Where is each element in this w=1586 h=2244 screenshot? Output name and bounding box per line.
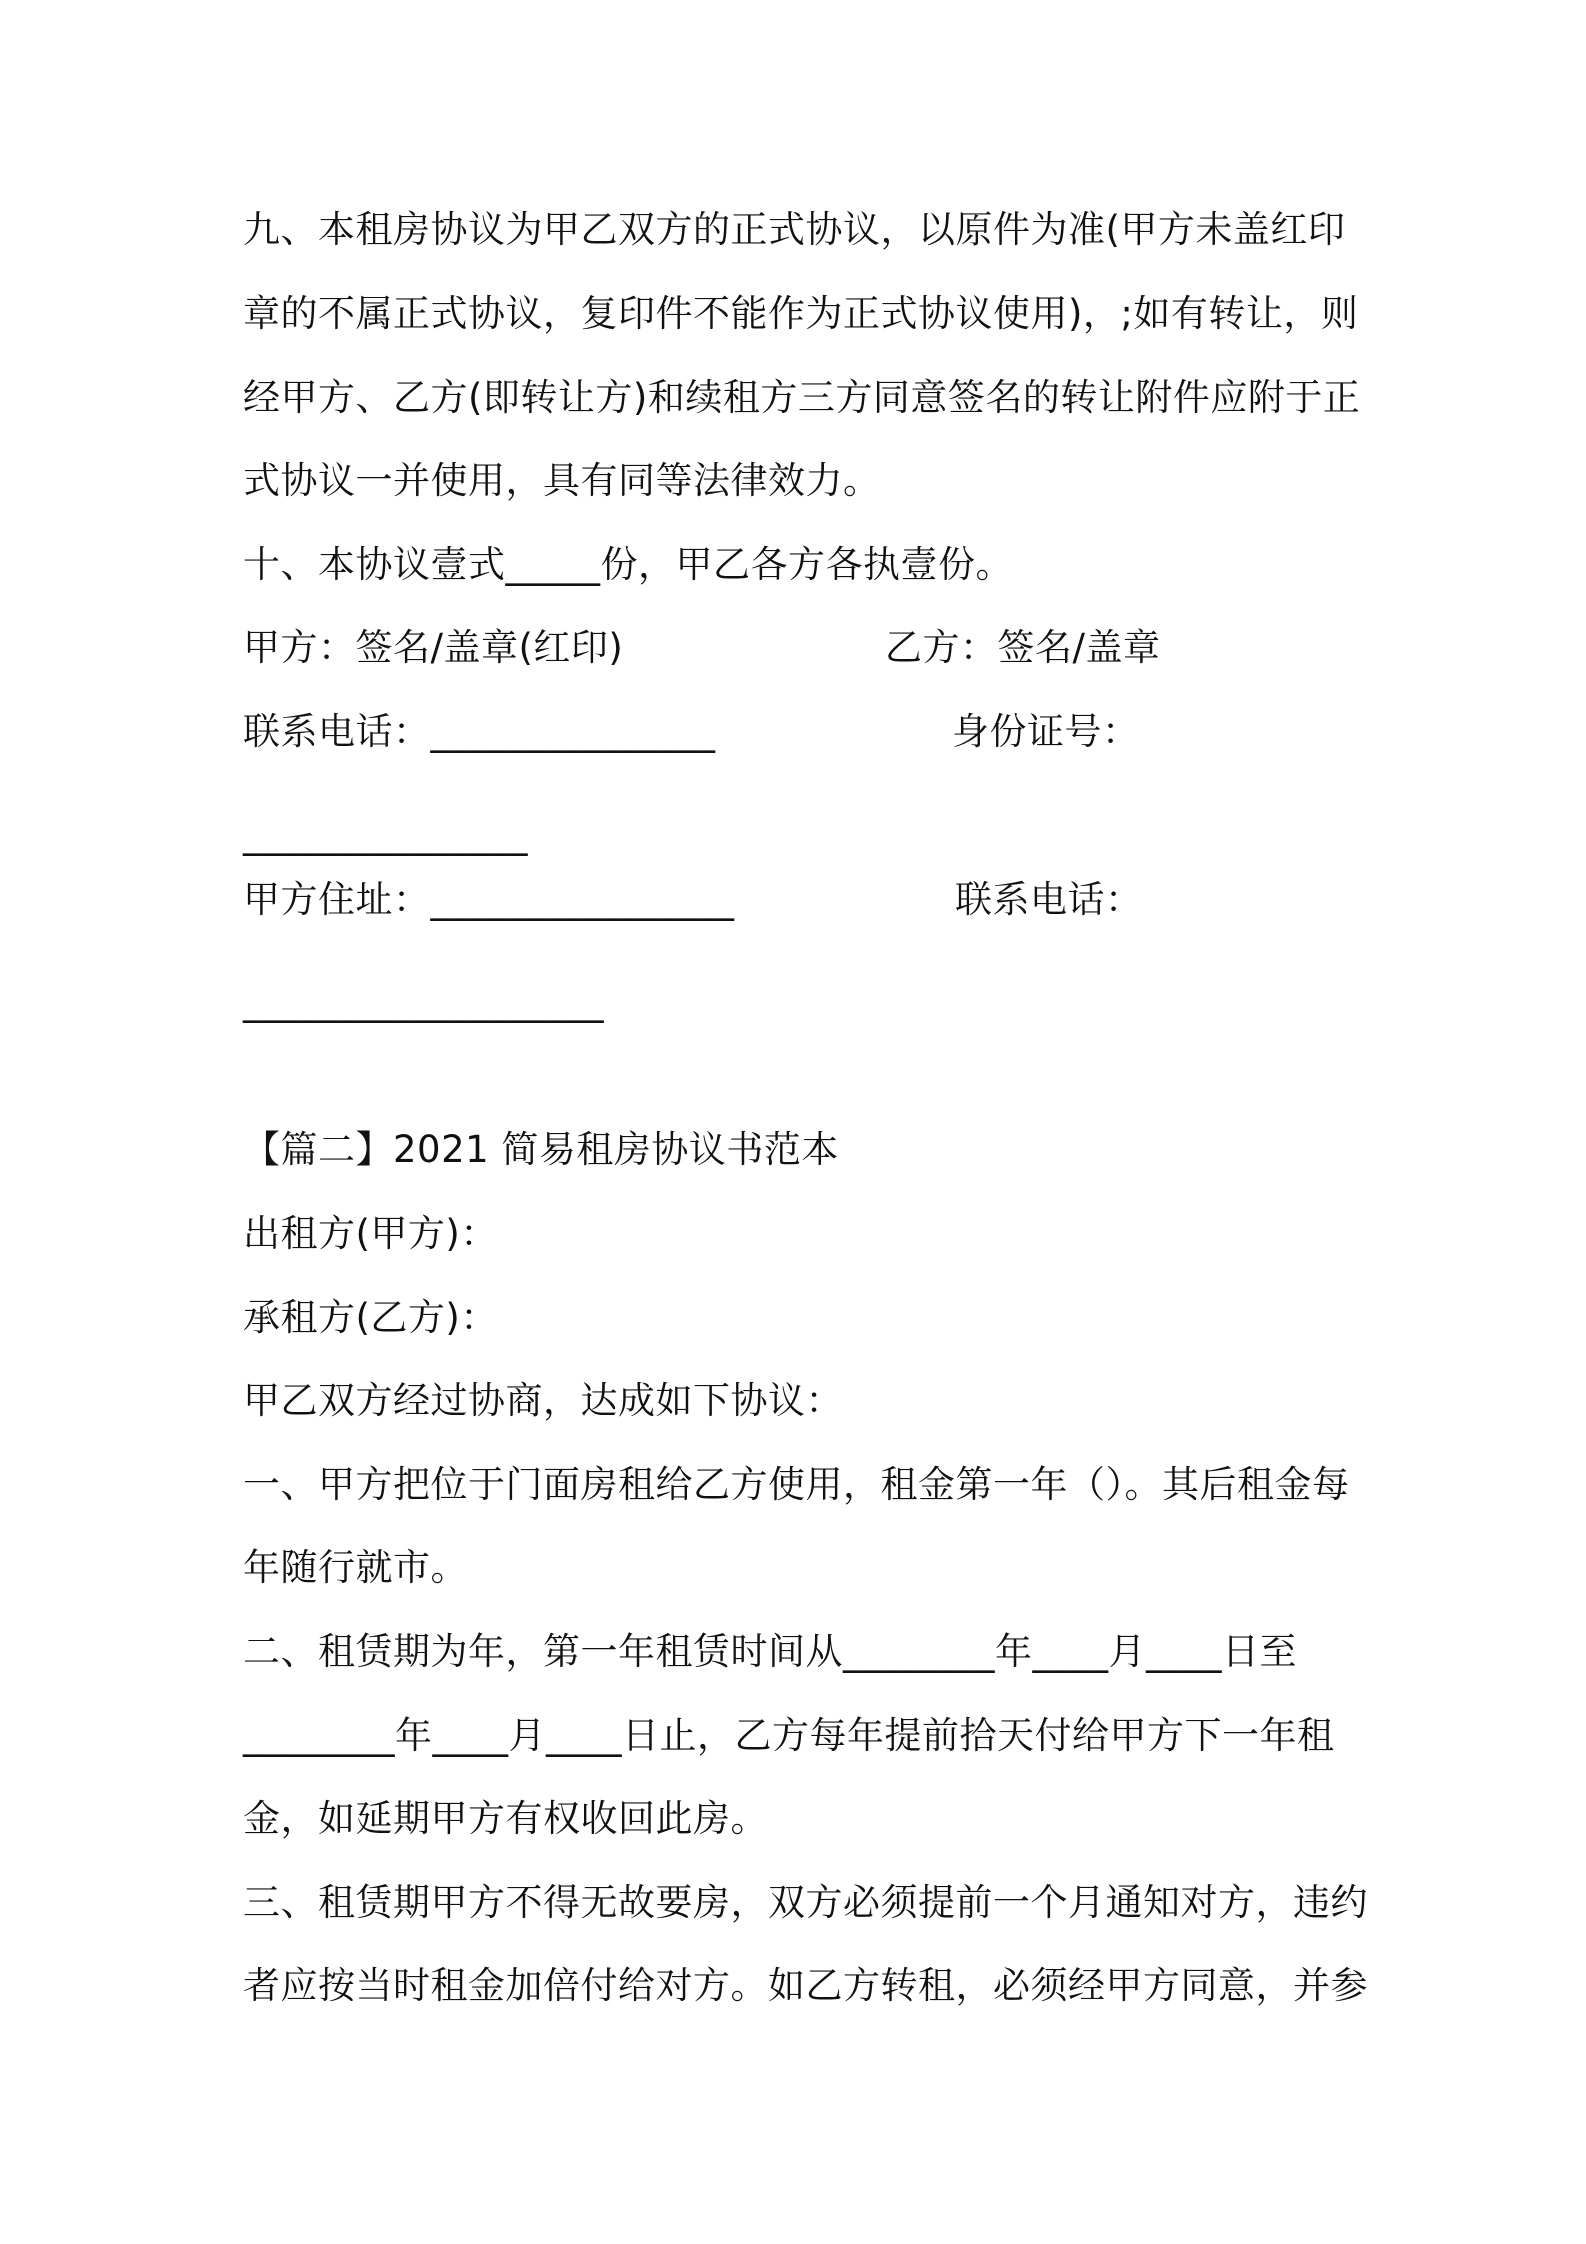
section9-line-3: 经甲方、乙方(即转让方)和续租方三方同意签名的转让附件应附于正: [243, 376, 1361, 419]
part2-heading: 【篇二】2021 简易租房协议书范本: [243, 1128, 839, 1171]
clause1-line-2: 年随行就市。: [243, 1546, 468, 1589]
section9-line-2: 章的不属正式协议，复印件不能作为正式协议使用)，;如有转让，则: [243, 292, 1359, 335]
party-b-id-label: 身份证号：: [952, 710, 1140, 753]
party-a-signature: 甲方：签名/盖章(红印): [243, 626, 624, 669]
section9-line-4: 式协议一并使用，具有同等法律效力。: [243, 459, 881, 502]
party-a-address: 甲方住址：________________: [243, 878, 735, 921]
clause3-line-2: 者应按当时租金加倍付给对方。如乙方转租，必须经甲方同意，并参: [243, 1964, 1368, 2007]
section10-line: 十、本协议壹式_____份，甲乙各方各执壹份。: [243, 543, 1013, 586]
clause2-line-3: 金，如延期甲方有权收回此房。: [243, 1797, 768, 1840]
party-b-signature: 乙方：签名/盖章: [885, 626, 1161, 669]
party-a-phone: 联系电话：_______________: [243, 710, 716, 753]
section9-line-1: 九、本租房协议为甲乙双方的正式协议，以原件为准(甲方未盖红印: [243, 208, 1346, 251]
clause1-line-1: 一、甲方把位于门面房租给乙方使用，租金第一年（）。其后租金每: [243, 1463, 1350, 1506]
party-b-phone-label: 联系电话：: [955, 878, 1143, 921]
clause2-line-2: ________年____月____日止，乙方每年提前拾天付给甲方下一年租: [243, 1714, 1335, 1757]
party-b-phone-blank: ___________________: [243, 980, 604, 1023]
part2-intro: 甲乙双方经过协商，达成如下协议：: [243, 1379, 843, 1422]
part2-lessor: 出租方(甲方)：: [243, 1212, 498, 1255]
clause2-line-1: 二、租赁期为年，第一年租赁时间从________年____月____日至: [243, 1630, 1297, 1673]
part2-lessee: 承租方(乙方)：: [243, 1296, 498, 1339]
clause3-line-1: 三、租赁期甲方不得无故要房，双方必须提前一个月通知对方，违约: [243, 1881, 1368, 1924]
party-b-id-blank: _______________: [243, 813, 528, 856]
